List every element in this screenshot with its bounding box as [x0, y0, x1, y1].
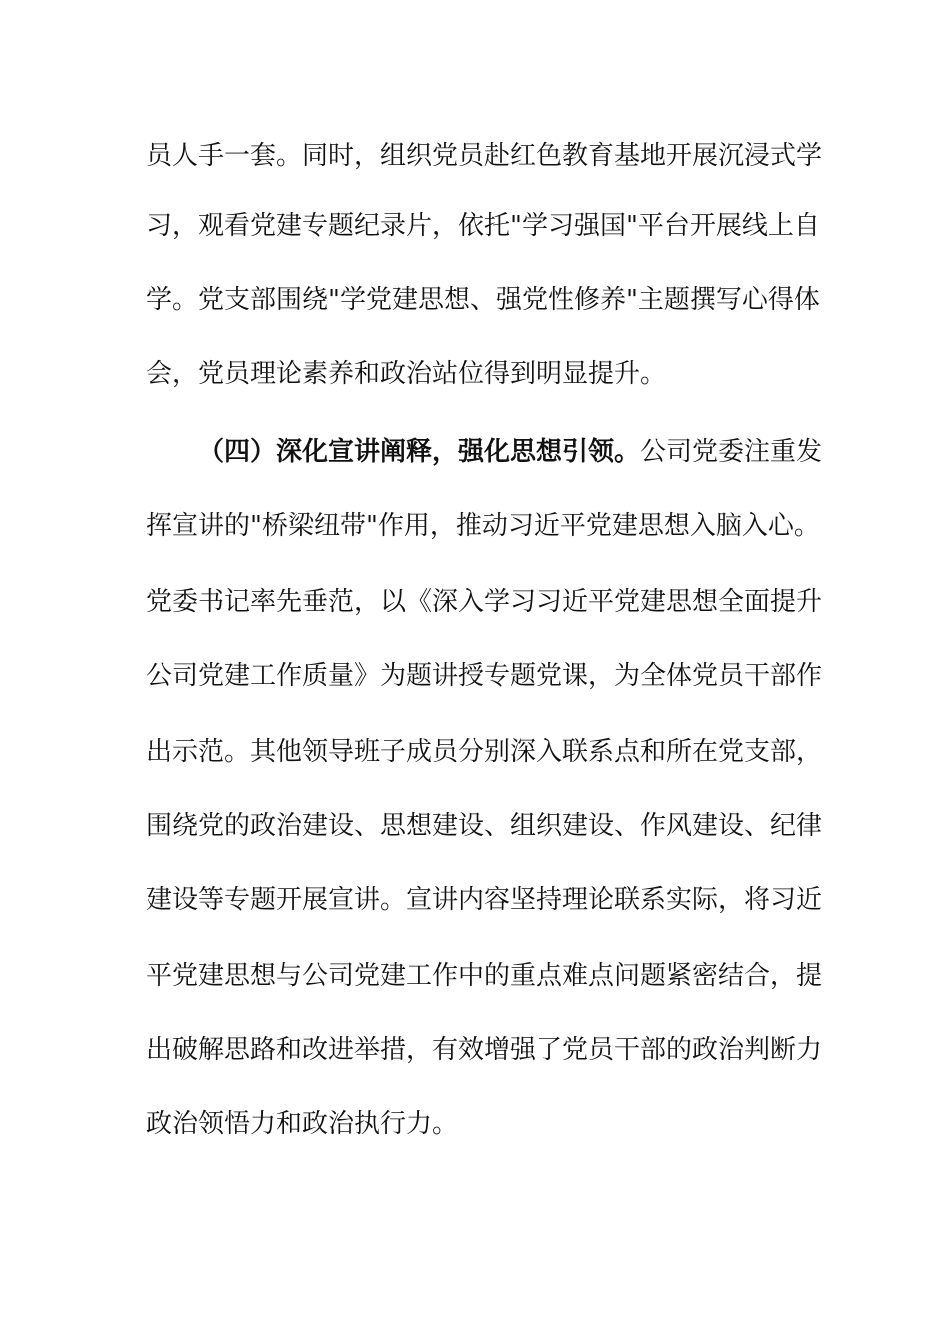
paragraph-line: 习，观看党建专题纪录片，依托"学习强国"平台开展线上自	[146, 211, 820, 241]
paragraph-line: 政治领悟力和政治执行力。	[146, 1109, 459, 1139]
paragraph-line: 出示范。其他领导班子成员分别深入联系点和所在党支部，	[146, 737, 823, 767]
paragraph-line: 建设等专题开展宣讲。宣讲内容坚持理论联系实际，将习近	[146, 885, 823, 915]
paragraph-line: 会，党员理论素养和政治站位得到明显提升。	[146, 359, 667, 389]
paragraph-line: 员人手一套。同时，组织党员赴红色教育基地开展沉浸式学	[146, 141, 823, 171]
section-heading-line	[198, 432, 823, 472]
paragraph-line: 挥宣讲的"桥梁纽带"作用，推动习近平党建思想入脑入心。	[146, 511, 820, 541]
paragraph-line: 出破解思路和改进举措，有效增强了党员干部的政治判断力	[146, 1035, 823, 1065]
paragraph-line: 党委书记率先垂范，以《深入学习习近平党建思想全面提升	[146, 587, 823, 617]
section-heading: （四）深化宣讲阐释，强化思想引领。	[198, 437, 641, 467]
section-heading-rest: 公司党委注重发	[640, 437, 823, 467]
paragraph-line: 公司党建工作质量》为题讲授专题党课，为全体党员干部作	[146, 661, 823, 691]
paragraph-line: 围绕党的政治建设、思想建设、组织建设、作风建设、纪律	[146, 811, 823, 841]
paragraph-line: 学。党支部围绕"学党建思想、强党性修养"主题撰写心得体	[146, 285, 820, 315]
paragraph-line: 平党建思想与公司党建工作中的重点难点问题紧密结合，提	[146, 961, 823, 991]
